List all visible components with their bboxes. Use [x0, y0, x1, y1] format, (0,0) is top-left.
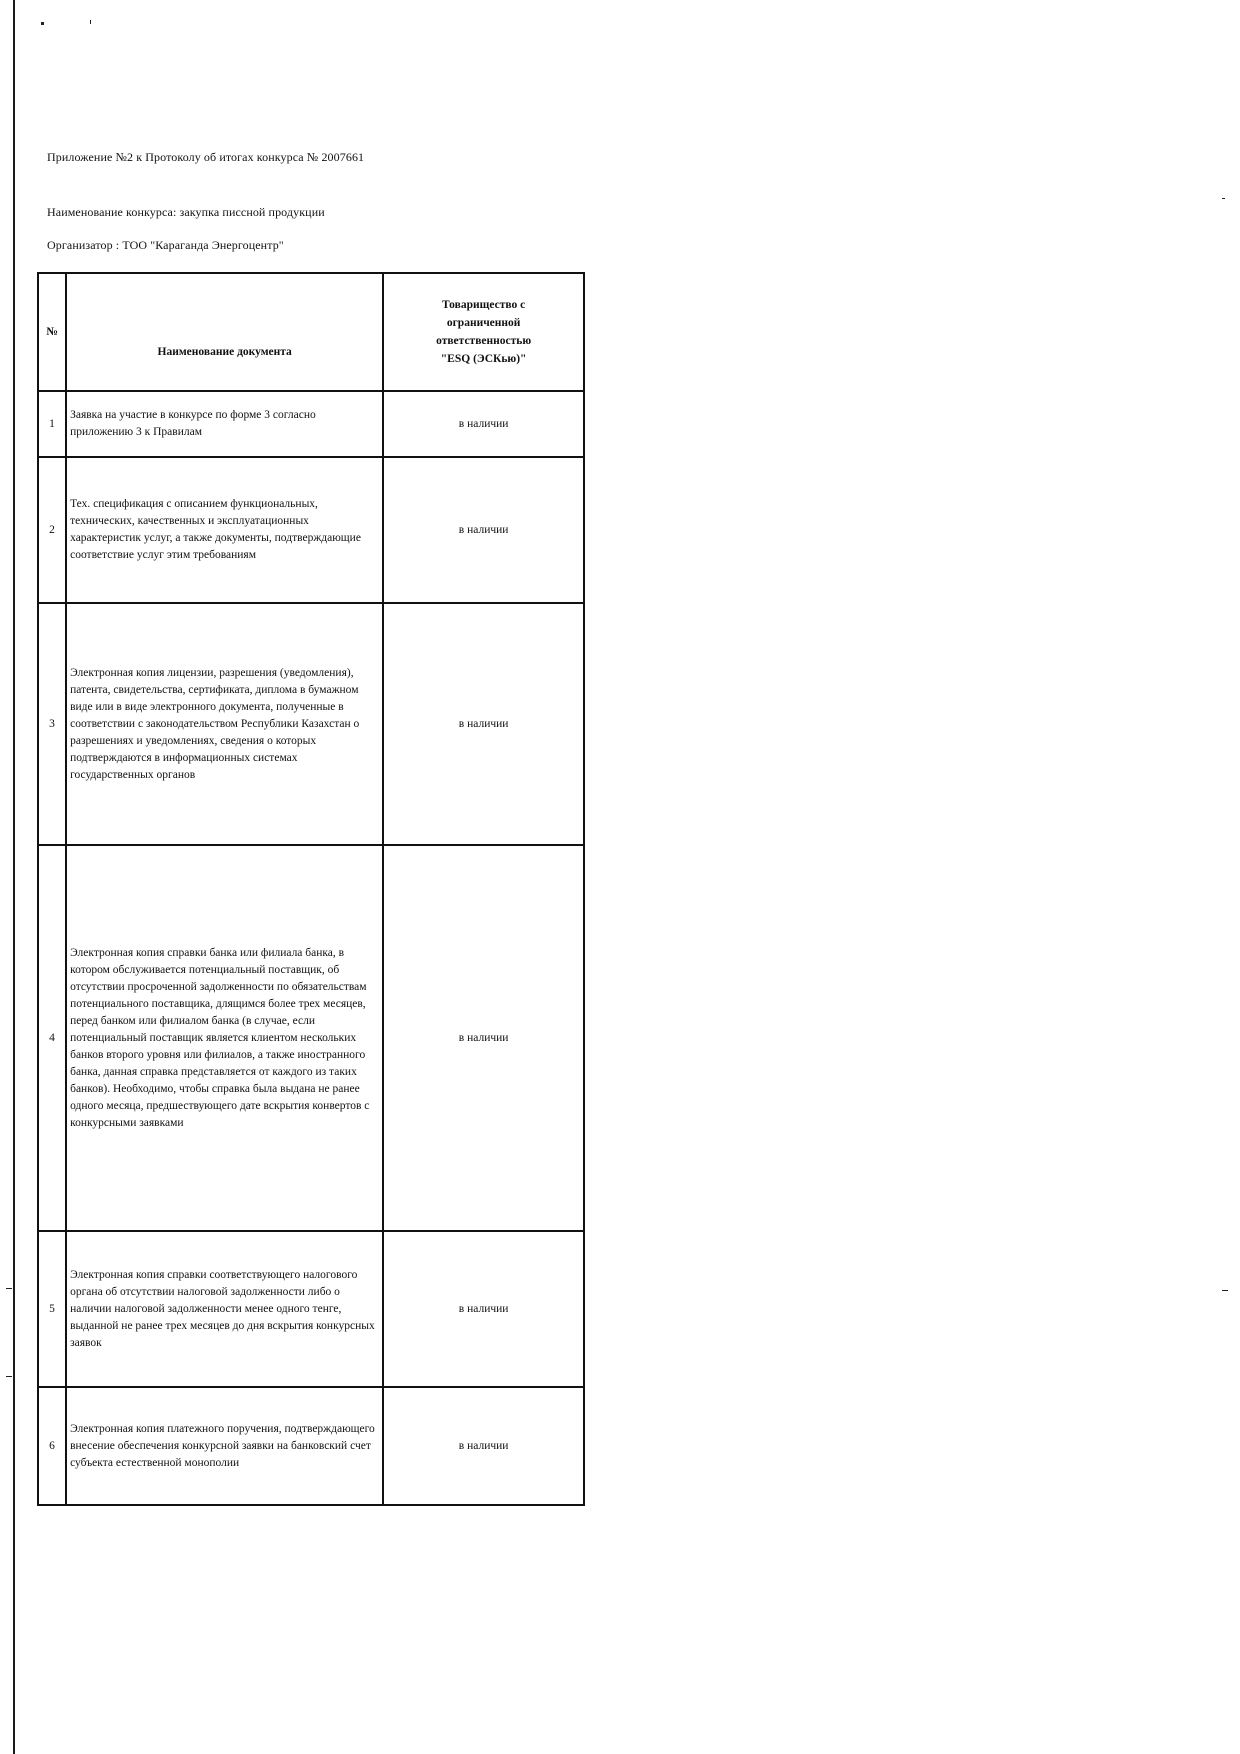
row-number: 6	[38, 1387, 66, 1505]
scan-speck	[1222, 198, 1225, 199]
scan-speck	[6, 1376, 12, 1377]
table-row	[38, 603, 584, 845]
scan-speck	[90, 20, 91, 24]
scan-speck	[6, 1288, 12, 1289]
row-status: в наличии	[383, 1387, 584, 1505]
documents-table	[37, 272, 585, 1506]
row-status: в наличии	[383, 391, 584, 457]
scan-edge-line	[13, 0, 15, 1754]
row-document-name: Тех. спецификация с описанием функциональных, технических, качественных и эксплуатационных характеристик услуг, а также документы, подтверждающие соответствие услуг этим требованиям	[66, 457, 383, 603]
row-number: 2	[38, 457, 66, 603]
organizer: Организатор : ТОО "Караганда Энергоцентр"	[47, 238, 284, 252]
row-document-name: Электронная копия справки банка или филиала банка, в котором обслуживается потенциальный поставщик, об отсутствии просроченной задолженности по обязательствам потенциального поставщика, длящимся более трех месяцев, перед банком или филиалом банка (в случае, если потенциальный поставщик является клиентом нескольких банков второго уровня или филиалов, а также иностранного банка, данная справка представляется от каждого из таких банков). Необходимо, чтобы справка была выдана не ранее одного месяца, предшествующего дате вскрытия конвертов с конкурсными заявками	[66, 845, 383, 1231]
row-number: 1	[38, 391, 66, 457]
row-number: 4	[38, 845, 66, 1231]
tender-name: Наименование конкурса: закупка писсной продукции	[47, 205, 325, 219]
scan-speck	[41, 22, 44, 25]
row-status: в наличии	[383, 603, 584, 845]
table-row	[38, 457, 584, 603]
header-document-name: Наименование документа	[66, 273, 383, 391]
row-number: 3	[38, 603, 66, 845]
table-header-row	[38, 273, 584, 391]
row-document-name: Электронная копия лицензии, разрешения (уведомления), патента, свидетельства, сертификата, диплома в бумажном виде или в виде электронного документа, полученные в соответствии с законодательством Республики Казахстан о разрешениях и уведомлениях, сведения о которых подтверждаются в информационных системах государственных органов	[66, 603, 383, 845]
row-document-name: Электронная копия справки соответствующего налогового органа об отсутствии налоговой задолженности либо о наличии налоговой задолженности менее одного тенге, выданной не ранее трех месяцев до дня вскрытия конкурсных заявок	[66, 1231, 383, 1387]
row-document-name: Заявка на участие в конкурсе по форме 3 согласно приложению 3 к Правилам	[66, 391, 383, 457]
scan-speck	[1222, 1290, 1228, 1291]
header-supplier: Товарищество с ограниченной ответственностью "ESQ (ЭСКью)"	[383, 273, 584, 391]
table-row	[38, 1387, 584, 1505]
appendix-title: Приложение №2 к Протоколу об итогах конкурса № 2007661	[47, 150, 365, 164]
table-row	[38, 1231, 584, 1387]
row-status: в наличии	[383, 845, 584, 1231]
table-row	[38, 391, 584, 457]
row-document-name: Электронная копия платежного поручения, подтверждающего внесение обеспечения конкурсной заявки на банковский счет субъекта естественной монополии	[66, 1387, 383, 1505]
row-status: в наличии	[383, 1231, 584, 1387]
row-status: в наличии	[383, 457, 584, 603]
table-row	[38, 845, 584, 1231]
header-number: №	[38, 273, 66, 391]
row-number: 5	[38, 1231, 66, 1387]
